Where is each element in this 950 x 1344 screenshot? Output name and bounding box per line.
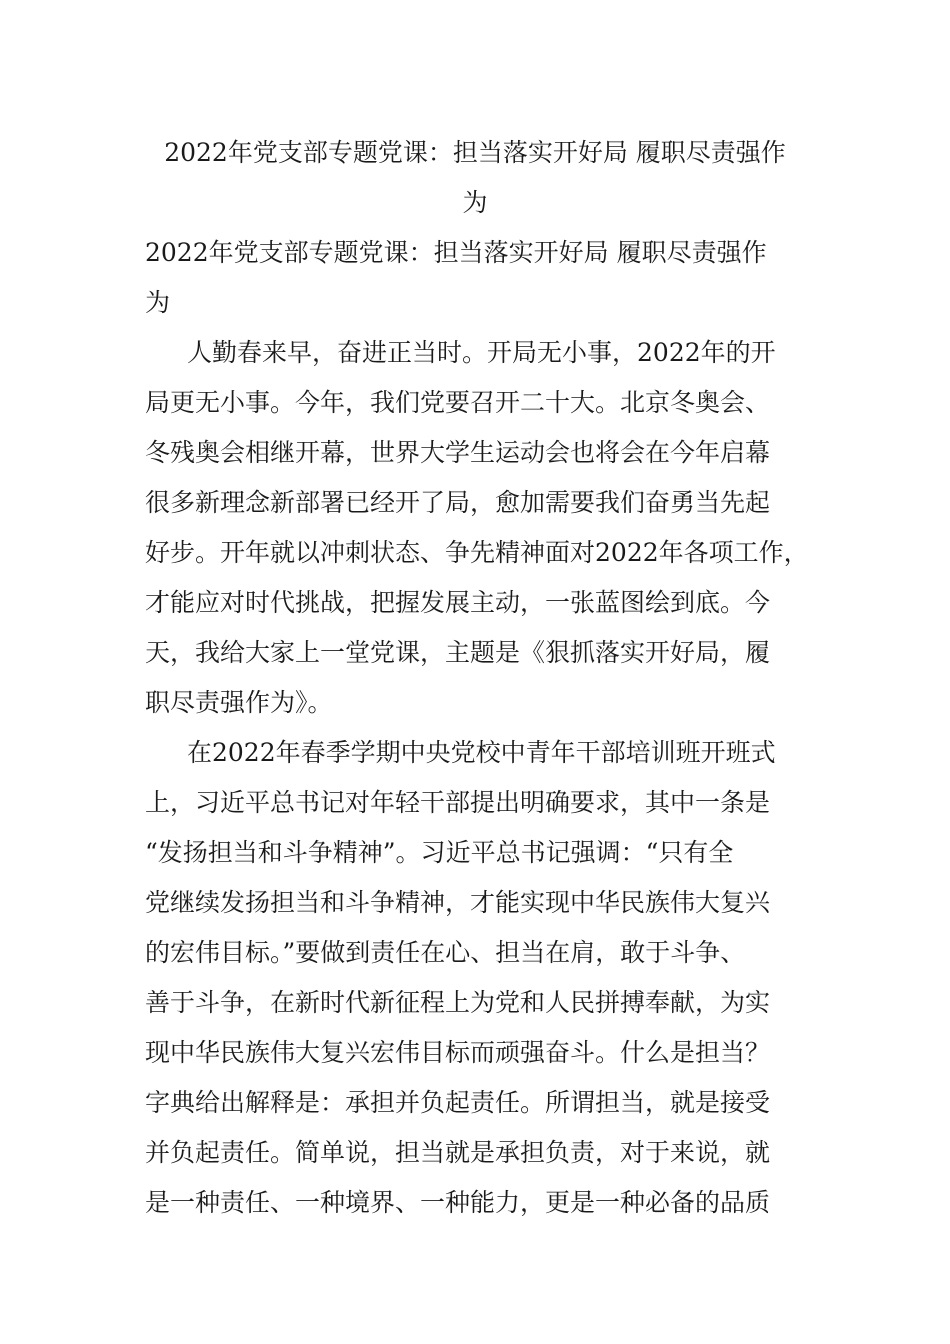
subtitle — [145, 228, 815, 328]
document-title — [145, 128, 805, 228]
paragraph-line: 在2022年春季学期中央党校中青年干部培训班开班式 — [187, 738, 776, 767]
paragraph-line: 善于斗争，在新时代新征程上为党和人民拼搏奉献，为实 — [145, 988, 771, 1017]
paragraph-line: 冬残奥会相继开幕，世界大学生运动会也将会在今年启幕 — [145, 438, 771, 467]
title-line: 2022年党支部专题党课：担当落实开好局 履职尽责强作 — [164, 138, 786, 167]
subtitle-line: 为 — [145, 288, 171, 317]
paragraph-line: 并负起责任。简单说，担当就是承担负责，对于来说，就 — [145, 1138, 771, 1167]
paragraph-line: 人勤春来早，奋进正当时。开局无小事，2022年的开 — [187, 338, 776, 367]
paragraph-2 — [145, 728, 815, 1228]
paragraph-line: 上，习近平总书记对年轻干部提出明确要求，其中一条是 — [145, 788, 771, 817]
paragraph-line: 才能应对时代挑战，把握发展主动，一张蓝图绘到底。今 — [145, 588, 771, 617]
document-body — [145, 228, 815, 1228]
paragraph-line: 局更无小事。今年，我们党要召开二十大。北京冬奥会、 — [145, 388, 771, 417]
paragraph-line: 很多新理念新部署已经开了局，愈加需要我们奋勇当先起 — [145, 488, 771, 517]
paragraph-line: 职尽责强作为》。 — [145, 688, 333, 717]
paragraph-line: 是一种责任、一种境界、一种能力，更是一种必备的品质 — [145, 1188, 771, 1217]
subtitle-line: 2022年党支部专题党课：担当落实开好局 履职尽责强作 — [145, 238, 767, 267]
paragraph-line: 字典给出解释是：承担并负起责任。所谓担当，就是接受 — [145, 1088, 771, 1117]
paragraph-line: “发扬担当和斗争精神”。习近平总书记强调：“只有全 — [145, 838, 734, 867]
paragraph-line: 现中华民族伟大复兴宏伟目标而顽强奋斗。什么是担当？ — [145, 1038, 771, 1067]
paragraph-line: 的宏伟目标。”要做到责任在心、担当在肩，敢于斗争、 — [145, 938, 746, 967]
paragraph-line: 天，我给大家上一堂党课，主题是《狠抓落实开好局，履 — [145, 638, 771, 667]
paragraph-line: 党继续发扬担当和斗争精神，才能实现中华民族伟大复兴 — [145, 888, 771, 917]
paragraph-line: 好步。开年就以冲刺状态、争先精神面对2022年各项工作， — [145, 538, 809, 567]
paragraph-1 — [145, 328, 815, 728]
title-line: 为 — [462, 188, 488, 217]
